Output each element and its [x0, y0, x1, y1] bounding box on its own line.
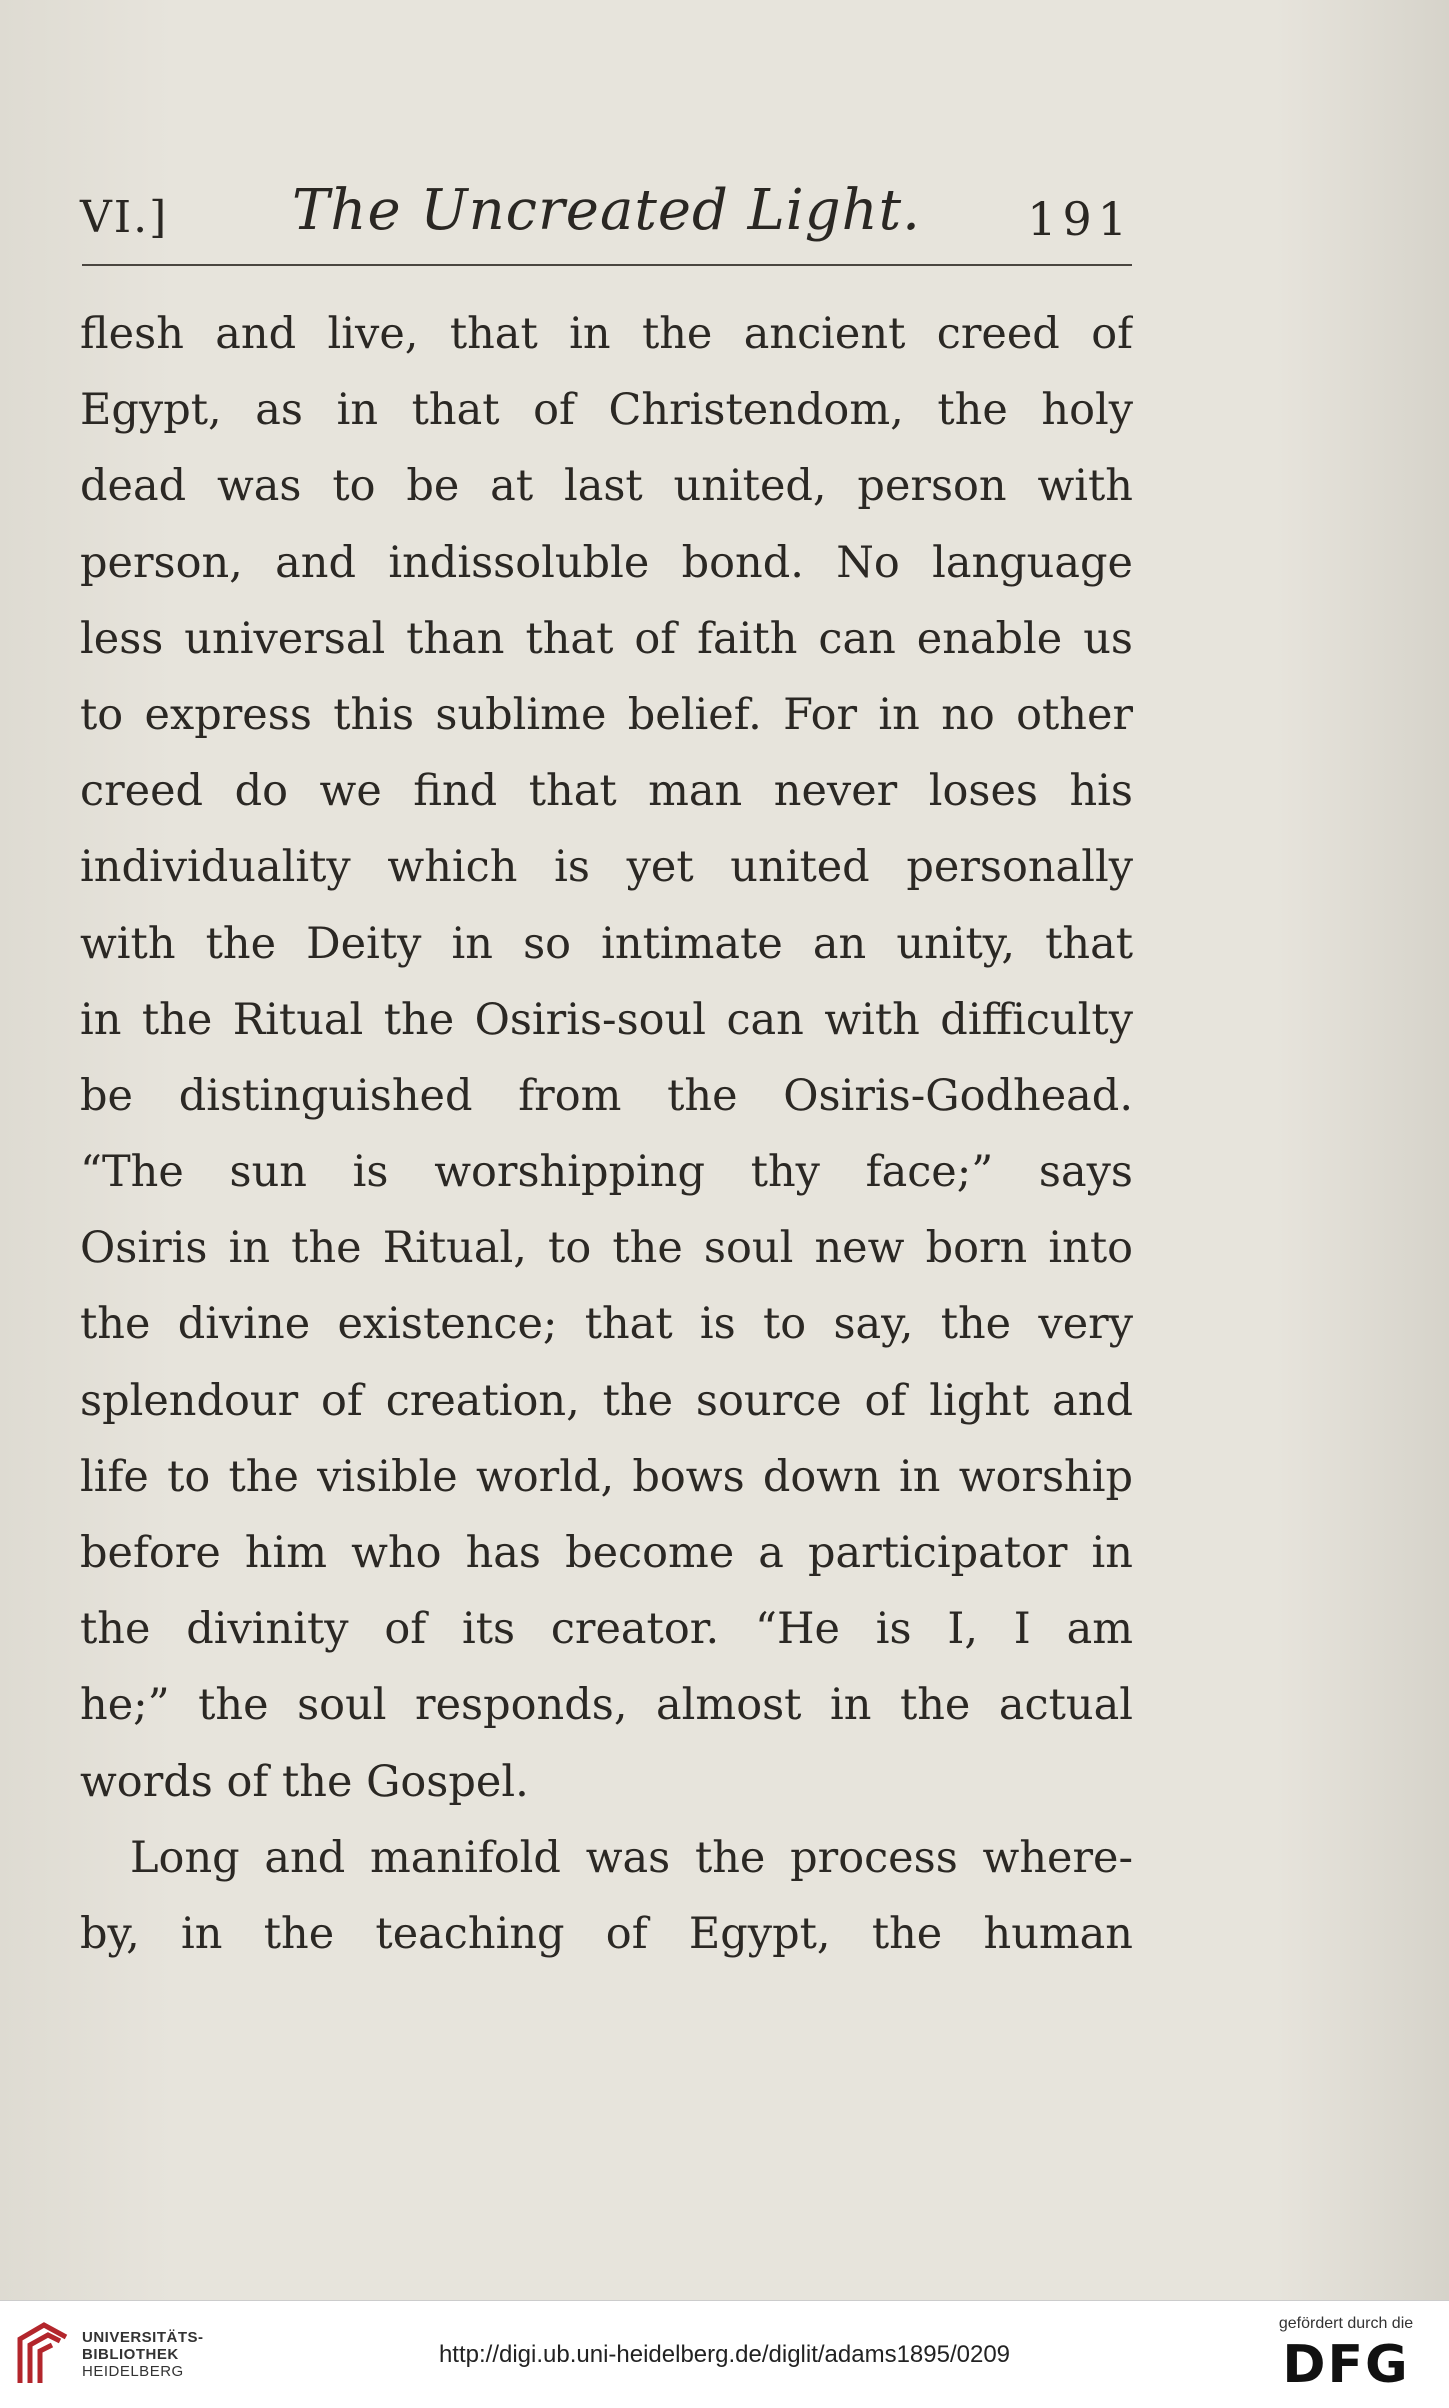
library-name-line: UNIVERSITÄTS- [82, 2329, 204, 2346]
text-line: before him who has become a participator in [80, 1528, 1133, 1578]
text-line: less universal than that of faith can enable us [80, 613, 1133, 664]
chapter-number: VI.] [80, 192, 169, 243]
text-line: he;” the soul responds, almost in the actual [80, 1680, 1133, 1731]
text-line: “The sun is worshipping thy face;” says [80, 1147, 1133, 1198]
text-line: individuality which is yet united personally [80, 842, 1133, 893]
text-line: Osiris in the Ritual, to the soul new born into [80, 1223, 1133, 1274]
text-line: life to the visible world, bows down in worship [80, 1451, 1133, 1502]
text-line: flesh and live, that in the ancient creed of [80, 309, 1133, 359]
page-number: 191 [1027, 192, 1133, 246]
page-header [80, 178, 1133, 258]
text-line: dead was to be at last united, person with [80, 461, 1133, 512]
funder-block [1261, 2315, 1431, 2393]
text-line: creed do we find that man never loses his [80, 766, 1133, 817]
header-rule [82, 264, 1132, 266]
text-line: be distinguished from the Osiris-Godhead. [80, 1070, 1133, 1121]
text-line: the divinity of its creator. “He is I, I am [80, 1604, 1133, 1655]
library-name-line: BIBLIOTHEK [82, 2346, 179, 2363]
text-line: the divine existence; that is to say, the very [80, 1299, 1133, 1350]
text-line: Long and manifold was the process where- [130, 1832, 1133, 1883]
permalink-url[interactable]: http://digi.ub.uni-heidelberg.de/diglit/adams1895/0209 [438, 2341, 1011, 2368]
text-line: words of the Gospel. [80, 1756, 529, 1807]
funder-caption: gefördert durch die [1278, 2315, 1414, 2332]
text-line: to express this sublime belief. For in no other [80, 689, 1133, 740]
dfg-logo: DFG [1282, 2335, 1410, 2395]
text-line: Egypt, as in that of Christendom, the holy [80, 385, 1133, 436]
viewer-footer [0, 2300, 1449, 2408]
text-line: person, and indissoluble bond. No language [80, 537, 1133, 588]
text-line: with the Deity in so intimate an unity, that [80, 918, 1133, 969]
running-title: The Uncreated Light. [292, 178, 921, 243]
library-name-line: HEIDELBERG [82, 2363, 184, 2380]
text-line: splendour of creation, the source of light and [80, 1375, 1133, 1426]
body-text [80, 296, 1133, 1972]
text-line: in the Ritual the Osiris-soul can with difficulty [80, 994, 1133, 1045]
text-line: by, in the teaching of Egypt, the human [80, 1908, 1133, 1959]
